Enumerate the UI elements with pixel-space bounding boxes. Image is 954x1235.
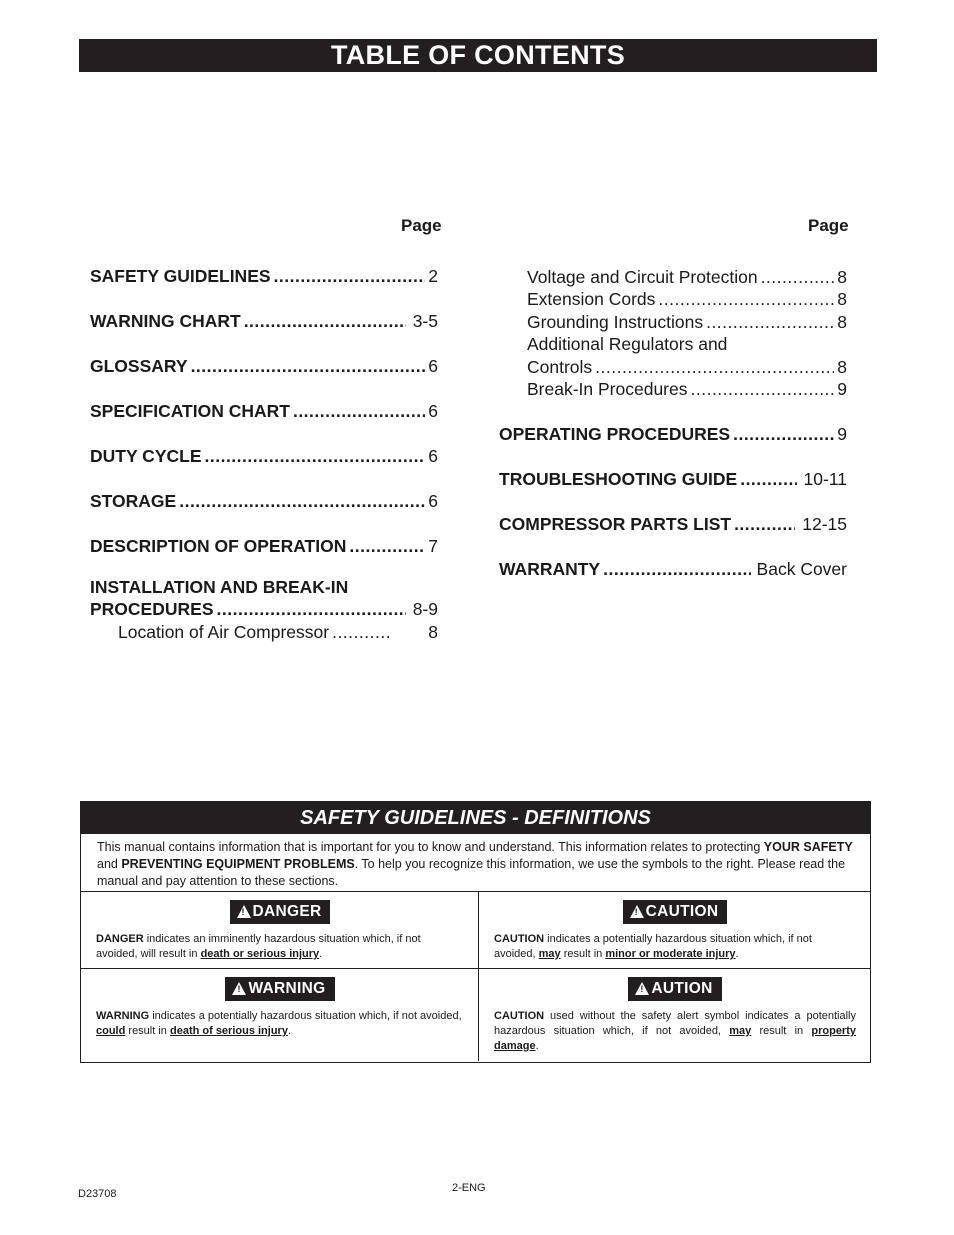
intro-preventing-problems: PREVENTING EQUIPMENT PROBLEMS bbox=[121, 857, 355, 871]
definition-emphasis: death or serious injury bbox=[200, 948, 320, 960]
definition-text: indicates an imminently hazardous situation which, if not avoided, will result in bbox=[96, 933, 421, 960]
toc-entry-page: 8 bbox=[837, 312, 847, 332]
caution-keyword: CAUTION bbox=[494, 1010, 545, 1022]
toc-entry-label: DUTY CYCLE bbox=[90, 446, 202, 466]
toc-entry-label: Controls bbox=[527, 357, 593, 377]
toc-leader-dots bbox=[191, 355, 426, 377]
toc-entry-page: 6 bbox=[428, 491, 438, 511]
caution-no-symbol-badge: !AUTION bbox=[628, 977, 721, 1001]
toc-entry-label: Voltage and Circuit Protection bbox=[527, 267, 758, 287]
intro-text: This manual contains information that is important for you to know and understand. This information relates to protecting bbox=[97, 840, 761, 854]
toc-leader-dots bbox=[349, 535, 425, 557]
toc-entry-installation-break-in[interactable] bbox=[90, 598, 438, 620]
safety-guidelines-box bbox=[80, 801, 871, 1063]
toc-entry-page: 3-5 bbox=[412, 311, 438, 331]
toc-entry-page: 8 bbox=[837, 289, 847, 309]
toc-entry-label: TROUBLESHOOTING GUIDE bbox=[499, 469, 738, 489]
toc-subentry-break-in[interactable] bbox=[527, 378, 847, 400]
toc-subentry-voltage[interactable] bbox=[527, 266, 847, 288]
definition-emphasis: death of serious injury bbox=[169, 1025, 288, 1037]
danger-definition bbox=[81, 892, 479, 969]
toc-entry-label: SPECIFICATION CHART bbox=[90, 401, 290, 421]
toc-entry-label: Location of Air Compressor bbox=[118, 622, 330, 642]
definition-emphasis: may bbox=[538, 948, 561, 960]
toc-entry-page: 6 bbox=[428, 401, 438, 421]
definition-emphasis: property damage bbox=[494, 1025, 856, 1052]
toc-entry-label: WARRANTY bbox=[499, 559, 601, 579]
toc-entry-specification-chart[interactable] bbox=[90, 400, 438, 422]
definition-text: used without the safety alert symbol indicates a potentially hazardous situation which, if not avoided, bbox=[494, 1010, 856, 1037]
toc-leader-dots bbox=[603, 558, 750, 580]
toc-leader-dots bbox=[740, 468, 796, 490]
danger-badge: !DANGER bbox=[230, 900, 331, 924]
toc-leader-dots bbox=[205, 445, 426, 467]
toc-entry-compressor-parts-list[interactable] bbox=[499, 513, 847, 535]
toc-leader-dots bbox=[274, 265, 426, 287]
toc-leader-dots bbox=[244, 310, 406, 332]
toc-entry-safety-guidelines[interactable] bbox=[90, 265, 438, 287]
toc-entry-page: 2 bbox=[428, 266, 438, 286]
toc-entry-label: COMPRESSOR PARTS LIST bbox=[499, 514, 732, 534]
intro-text: and bbox=[97, 857, 118, 871]
definition-text: result in bbox=[560, 948, 606, 960]
toc-leader-dots bbox=[761, 266, 835, 288]
toc-entry-page: 9 bbox=[837, 379, 847, 399]
toc-entry-label: GLOSSARY bbox=[90, 356, 188, 376]
toc-entry-page: 6 bbox=[428, 356, 438, 376]
toc-leader-dots bbox=[293, 400, 425, 422]
toc-entry-label: DESCRIPTION OF OPERATION bbox=[90, 536, 347, 556]
alert-triangle-icon bbox=[635, 982, 649, 995]
document-number: D23708 bbox=[78, 1188, 117, 1200]
toc-entry-duty-cycle[interactable] bbox=[90, 445, 438, 467]
intro-text: . To help you recognize this information, we use the symbols to the right. Please read the manual and pay attention to these sections. bbox=[97, 857, 846, 888]
toc-leader-dots bbox=[179, 490, 425, 512]
toc-entry-label: WARNING CHART bbox=[90, 311, 241, 331]
toc-entry-troubleshooting-guide[interactable] bbox=[499, 468, 847, 490]
toc-entry-label: Extension Cords bbox=[527, 289, 656, 309]
toc-entry-warranty[interactable] bbox=[499, 558, 847, 580]
toc-leader-dots bbox=[733, 423, 834, 445]
caution-badge: !CAUTION bbox=[623, 900, 728, 924]
page-column-header-left: Page bbox=[401, 216, 442, 235]
danger-keyword: DANGER bbox=[96, 933, 144, 945]
toc-entry-label: Grounding Instructions bbox=[527, 312, 704, 332]
toc-entry-operating-procedures[interactable] bbox=[499, 423, 847, 445]
definition-text: indicates a potentially hazardous situation which, if not avoided, bbox=[149, 1010, 462, 1022]
toc-entry-page: 8 bbox=[428, 622, 438, 642]
toc-entry-page: 12-15 bbox=[802, 514, 847, 534]
alert-triangle-icon bbox=[237, 905, 251, 918]
definition-text: . bbox=[735, 948, 739, 960]
page-title: TABLE OF CONTENTS bbox=[79, 39, 877, 72]
toc-subentry-regulators-line1: Additional Regulators and bbox=[527, 334, 728, 354]
warning-keyword: WARNING bbox=[96, 1010, 150, 1022]
caution-definition bbox=[479, 892, 870, 969]
toc-leader-dots bbox=[691, 378, 835, 400]
definition-emphasis: could bbox=[96, 1025, 126, 1037]
toc-entry-label: SAFETY GUIDELINES bbox=[90, 266, 271, 286]
warning-badge: !WARNING bbox=[225, 977, 334, 1001]
toc-entry-warning-chart[interactable] bbox=[90, 310, 438, 332]
alert-triangle-icon bbox=[232, 982, 246, 995]
intro-your-safety: YOUR SAFETY bbox=[763, 840, 853, 854]
toc-entry-installation-line1: INSTALLATION AND BREAK-IN bbox=[90, 577, 349, 597]
toc-leader-dots bbox=[706, 311, 834, 333]
toc-entry-page: 9 bbox=[837, 424, 847, 444]
safety-guidelines-title: SAFETY GUIDELINES - DEFINITIONS bbox=[81, 802, 870, 834]
toc-entry-page: 8 bbox=[837, 357, 847, 377]
caution-no-symbol-definition bbox=[479, 969, 870, 1061]
toc-subentry-grounding[interactable] bbox=[527, 311, 847, 333]
toc-subentry-regulators-controls[interactable] bbox=[527, 356, 847, 378]
toc-leader-dots bbox=[217, 598, 406, 620]
toc-entry-page: 10-11 bbox=[803, 469, 847, 489]
toc-leader-dots bbox=[734, 513, 795, 535]
definition-text: . bbox=[535, 1040, 539, 1052]
toc-entry-glossary[interactable] bbox=[90, 355, 438, 377]
alert-triangle-icon bbox=[630, 905, 644, 918]
definition-emphasis: may bbox=[729, 1025, 752, 1037]
toc-entry-label: PROCEDURES bbox=[90, 599, 214, 619]
toc-leader-dots bbox=[595, 356, 834, 378]
toc-entry-page: 7 bbox=[428, 536, 438, 556]
toc-entry-label: OPERATING PROCEDURES bbox=[499, 424, 731, 444]
toc-entry-page: 8-9 bbox=[412, 599, 438, 619]
definition-text: indicates a potentially hazardous situation which, if not avoided, bbox=[494, 933, 812, 960]
caution-keyword: CAUTION bbox=[494, 933, 545, 945]
definition-text: . bbox=[287, 1025, 292, 1037]
toc-entry-label: Break-In Procedures bbox=[527, 379, 688, 399]
toc-leader-dots bbox=[658, 288, 834, 310]
toc-entry-label: STORAGE bbox=[90, 491, 177, 511]
toc-leader-dots bbox=[332, 621, 392, 643]
page-number: 2-ENG bbox=[452, 1182, 486, 1194]
definition-text: result in bbox=[125, 1025, 170, 1037]
safety-intro-text bbox=[81, 834, 870, 892]
definition-emphasis: minor or moderate injury bbox=[605, 948, 736, 960]
toc-entry-page: 6 bbox=[428, 446, 438, 466]
toc-subentry-extension-cords[interactable] bbox=[527, 288, 847, 310]
page-column-header-right: Page bbox=[808, 216, 849, 235]
toc-entry-page: 8 bbox=[837, 267, 847, 287]
definition-text: . bbox=[319, 948, 323, 960]
warning-definition bbox=[81, 969, 479, 1061]
toc-entry-description-of-operation[interactable] bbox=[90, 535, 438, 557]
toc-entry-storage[interactable] bbox=[90, 490, 438, 512]
definition-text: result in bbox=[751, 1025, 812, 1037]
toc-subentry-location[interactable] bbox=[118, 621, 438, 643]
toc-entry-page: Back Cover bbox=[756, 559, 847, 579]
